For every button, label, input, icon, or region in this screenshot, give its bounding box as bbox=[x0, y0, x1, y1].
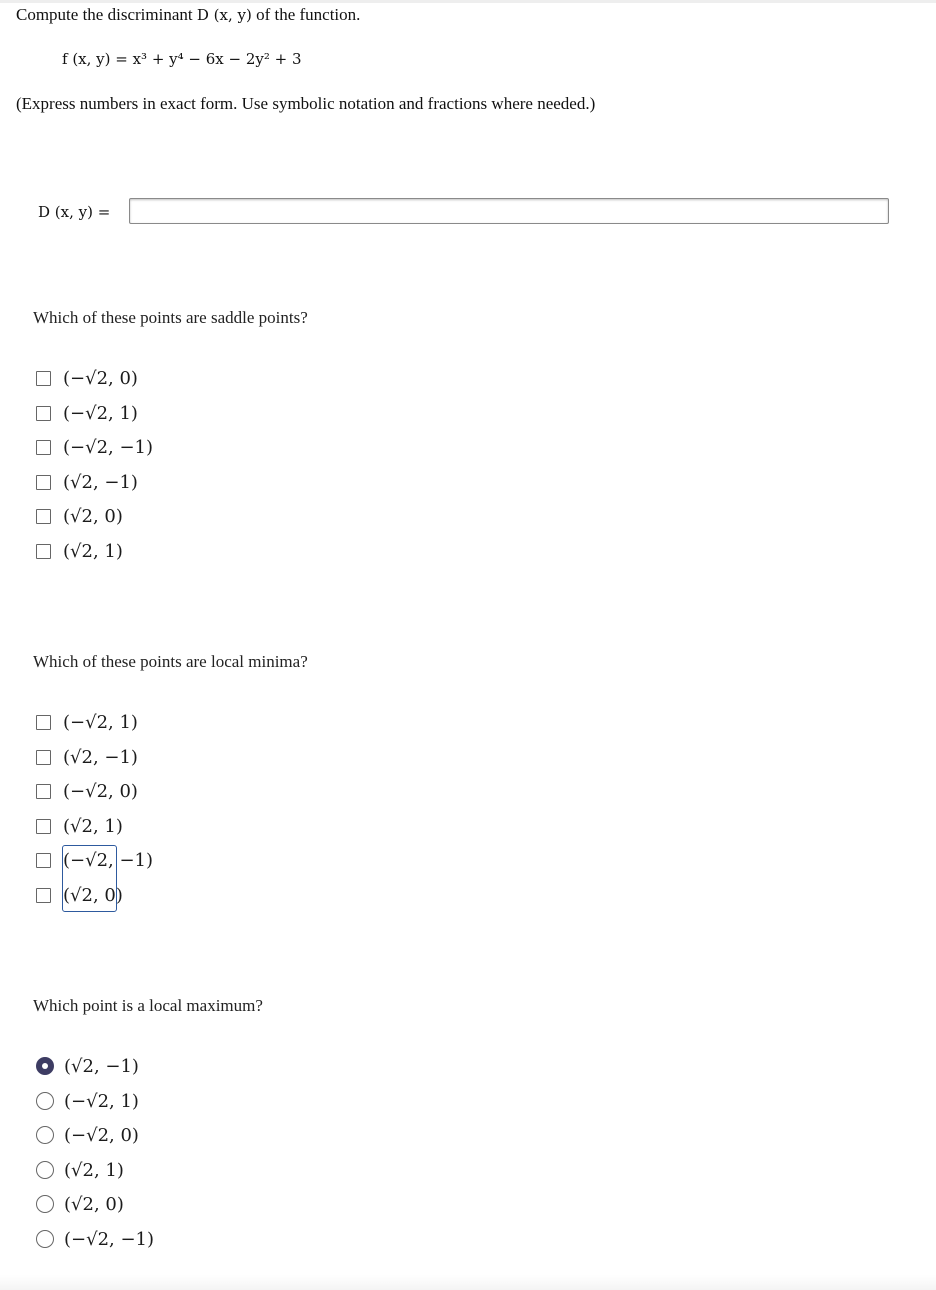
maximum-question: Which point is a local maximum? bbox=[33, 996, 263, 1015]
problem-prompt bbox=[16, 5, 360, 25]
maximum-option[interactable] bbox=[36, 1189, 124, 1219]
saddle-question: Which of these points are saddle points? bbox=[33, 308, 308, 327]
discriminant-input[interactable] bbox=[129, 198, 889, 224]
prompt-math: D (x, y) bbox=[196, 6, 252, 24]
prompt-text: Compute the discriminant bbox=[16, 5, 193, 24]
maximum-option[interactable] bbox=[36, 1086, 139, 1116]
minima-checkbox[interactable] bbox=[36, 784, 51, 799]
maximum-option-label: (−√2, 1) bbox=[64, 1090, 139, 1112]
saddle-option-label: (√2, 0) bbox=[63, 505, 123, 527]
saddle-option[interactable] bbox=[36, 536, 123, 566]
minima-option-label: (√2, 1) bbox=[63, 815, 123, 837]
minima-option-label: (−√2, 0) bbox=[63, 780, 138, 802]
saddle-checkbox[interactable] bbox=[36, 475, 51, 490]
saddle-checkbox[interactable] bbox=[36, 406, 51, 421]
maximum-option[interactable] bbox=[36, 1051, 139, 1081]
maximum-option-label: (√2, 1) bbox=[64, 1159, 124, 1181]
maximum-radio[interactable] bbox=[36, 1057, 54, 1075]
function-formula: f (x, y) = x³ + y⁴ − 6x − 2y² + 3 bbox=[62, 50, 302, 68]
maximum-option-label: (−√2, −1) bbox=[64, 1228, 155, 1250]
minima-option-label: (−√2, −1) bbox=[63, 849, 154, 871]
minima-option-label: (−√2, 1) bbox=[63, 711, 138, 733]
instructions-note: (Express numbers in exact form. Use symbolic notation and fractions where needed.) bbox=[16, 94, 596, 113]
maximum-option-label: (√2, −1) bbox=[64, 1055, 139, 1077]
maximum-radio[interactable] bbox=[36, 1126, 54, 1144]
maximum-option-label: (√2, 0) bbox=[64, 1193, 124, 1215]
maximum-radio[interactable] bbox=[36, 1161, 54, 1179]
saddle-option-label: (−√2, −1) bbox=[63, 436, 154, 458]
maximum-radio[interactable] bbox=[36, 1230, 54, 1248]
prompt-suffix: of the function. bbox=[256, 5, 361, 24]
saddle-option-label: (−√2, 1) bbox=[63, 402, 138, 424]
minima-option[interactable] bbox=[36, 776, 138, 806]
saddle-option[interactable] bbox=[36, 363, 138, 393]
minima-checkbox[interactable] bbox=[36, 819, 51, 834]
minima-option[interactable] bbox=[36, 707, 138, 737]
minima-checkbox[interactable] bbox=[36, 715, 51, 730]
saddle-checkbox[interactable] bbox=[36, 544, 51, 559]
saddle-option-label: (√2, 1) bbox=[63, 540, 123, 562]
discriminant-label: D (x, y) = bbox=[38, 203, 111, 221]
minima-question: Which of these points are local minima? bbox=[33, 652, 308, 671]
maximum-option[interactable] bbox=[36, 1120, 139, 1150]
saddle-option[interactable] bbox=[36, 398, 138, 428]
minima-option[interactable] bbox=[36, 811, 123, 841]
minima-checkbox[interactable] bbox=[36, 888, 51, 903]
saddle-option[interactable] bbox=[36, 432, 153, 462]
maximum-option[interactable] bbox=[36, 1155, 124, 1185]
minima-option-label: (√2, 0) bbox=[63, 884, 123, 906]
minima-option[interactable] bbox=[36, 742, 138, 772]
top-divider bbox=[0, 0, 936, 3]
bottom-fade bbox=[0, 1275, 936, 1290]
maximum-radio[interactable] bbox=[36, 1092, 54, 1110]
minima-option-label: (√2, −1) bbox=[63, 746, 138, 768]
minima-checkbox[interactable] bbox=[36, 853, 51, 868]
saddle-option[interactable] bbox=[36, 501, 123, 531]
maximum-radio[interactable] bbox=[36, 1195, 54, 1213]
focus-outline bbox=[62, 845, 117, 912]
saddle-option[interactable] bbox=[36, 467, 138, 497]
saddle-checkbox[interactable] bbox=[36, 371, 51, 386]
saddle-checkbox[interactable] bbox=[36, 509, 51, 524]
maximum-option-label: (−√2, 0) bbox=[64, 1124, 139, 1146]
saddle-option-label: (−√2, 0) bbox=[63, 367, 138, 389]
maximum-option[interactable] bbox=[36, 1224, 154, 1254]
saddle-option-label: (√2, −1) bbox=[63, 471, 138, 493]
saddle-checkbox[interactable] bbox=[36, 440, 51, 455]
minima-checkbox[interactable] bbox=[36, 750, 51, 765]
